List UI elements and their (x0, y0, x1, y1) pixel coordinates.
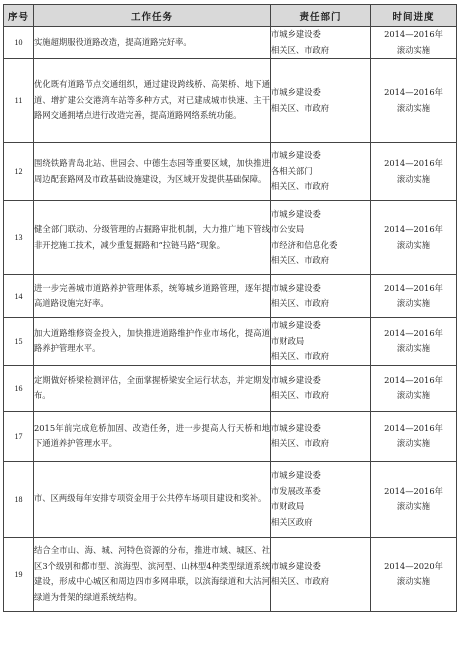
task-text: 市、区两级每年安排专项资金用于公共停车场项目建设和奖补。 (34, 461, 271, 537)
table-row (4, 537, 457, 611)
time-schedule (371, 537, 457, 611)
table-row (4, 318, 457, 366)
department-line: 市城乡建设委 (271, 320, 321, 330)
department-line: 市城乡建设委 (271, 282, 321, 293)
row-number: 13 (4, 201, 34, 275)
row-number: 11 (4, 59, 34, 143)
time-schedule (371, 27, 457, 59)
schedule-line: 2014—2016年 (384, 282, 443, 293)
department-line: 相关区、市政府 (271, 102, 330, 113)
schedule-line: 滚动实施 (396, 576, 431, 586)
department-line: 市财政局 (271, 501, 305, 511)
header-time: 时间进度 (371, 5, 457, 27)
department-line: 相关区、市政府 (271, 390, 330, 400)
task-text: 健全部门联动、分级管理的占掘路审批机制，大力推广地下管线非开挖施工技术，减少重复掘路和“拉链马路”现象。 (34, 201, 271, 275)
department-line: 市经济和信息化委 (271, 239, 338, 250)
department-line: 相关区、市政府 (271, 298, 330, 308)
time-schedule (371, 318, 457, 366)
department-line: 市城乡建设委 (271, 87, 321, 97)
row-number: 12 (4, 143, 34, 201)
department-line: 市城乡建设委 (271, 150, 321, 161)
department-line: 市城乡建设委 (271, 29, 321, 39)
schedule-line: 滚动实施 (396, 343, 431, 354)
time-schedule (371, 365, 457, 411)
row-number: 18 (4, 461, 34, 537)
responsible-departments (271, 318, 371, 366)
row-number: 17 (4, 411, 34, 461)
department-line: 市财政局 (271, 335, 305, 346)
schedule-line: 滚动实施 (396, 298, 431, 308)
table-row (4, 461, 457, 537)
responsible-departments (271, 411, 371, 461)
schedule-line: 2014—2016年 (384, 327, 443, 338)
task-text: 进一步完善城市道路养护管理体系，统筹城乡道路管理，逐年提高道路设施完好率。 (34, 275, 271, 318)
schedule-line: 滚动实施 (396, 102, 431, 113)
responsible-departments (271, 537, 371, 611)
responsible-departments (271, 59, 371, 143)
row-number: 14 (4, 275, 34, 318)
task-text: 结合全市山、海、城、河特色资源的分布，推进市域、城区、社区3个级别和都市型、滨海型、滨河型、山林型4种类型绿道系统建设，形成中心城区和周边四市多网串联，以滨海绿道和大沽河绿道为骨架的绿道系统结构。 (34, 537, 271, 611)
department-line: 相关区政府 (271, 516, 313, 527)
task-text: 加大道路维修资金投入，加快推进道路维护作业市场化，提高道路养护管理水平。 (34, 318, 271, 366)
row-number: 19 (4, 537, 34, 611)
responsible-departments (271, 201, 371, 275)
task-text: 围绕铁路青岛北站、世园会、中德生态园等重要区域，加快推进周边配套路网及市政基础设施建设，为区域开发提供基础保障。 (34, 143, 271, 201)
department-line: 市城乡建设委 (271, 374, 321, 385)
department-line: 市城乡建设委 (271, 470, 321, 480)
header-row (4, 5, 457, 27)
header-num: 序号 (4, 5, 34, 27)
responsible-departments (271, 461, 371, 537)
schedule-line: 2014—2016年 (384, 158, 443, 168)
table-row (4, 59, 457, 143)
department-line: 相关区、市政府 (271, 44, 330, 55)
department-line: 市公安局 (271, 224, 305, 234)
schedule-line: 滚动实施 (396, 173, 431, 184)
task-text: 实施超期服役道路改造，提高道路完好率。 (34, 27, 271, 59)
row-number: 15 (4, 318, 34, 366)
table-row (4, 201, 457, 275)
schedule-line: 滚动实施 (396, 239, 431, 250)
department-line: 相关区、市政府 (271, 255, 330, 265)
time-schedule (371, 461, 457, 537)
responsible-departments (271, 143, 371, 201)
responsible-departments (271, 275, 371, 318)
responsible-departments (271, 365, 371, 411)
department-line: 相关区、市政府 (271, 438, 330, 448)
table-body (4, 27, 457, 612)
time-schedule (371, 59, 457, 143)
time-schedule (371, 411, 457, 461)
department-line: 市城乡建设委 (271, 422, 321, 433)
schedule-line: 2014—2016年 (384, 87, 443, 97)
time-schedule (371, 143, 457, 201)
task-text: 定期做好桥梁检测评估，全面掌握桥梁安全运行状态，并定期发布。 (34, 365, 271, 411)
header-task: 工作任务 (34, 5, 271, 27)
responsible-departments (271, 27, 371, 59)
table-row (4, 275, 457, 318)
schedule-line: 滚动实施 (396, 501, 431, 511)
schedule-line: 滚动实施 (396, 390, 431, 400)
department-line: 相关区、市政府 (271, 351, 330, 361)
schedule-line: 滚动实施 (396, 44, 431, 55)
table-row (4, 143, 457, 201)
department-line: 各相关部门 (271, 165, 313, 176)
row-number: 10 (4, 27, 34, 59)
time-schedule (371, 275, 457, 318)
department-line: 市城乡建设委 (271, 208, 321, 219)
department-line: 相关区、市政府 (271, 181, 330, 192)
schedule-line: 2014—2016年 (384, 374, 443, 385)
task-table (3, 4, 457, 612)
department-line: 相关区、市政府 (271, 576, 330, 586)
row-number: 16 (4, 365, 34, 411)
time-schedule (371, 201, 457, 275)
table-row (4, 27, 457, 59)
schedule-line: 2014—2020年 (384, 560, 443, 571)
table-row (4, 411, 457, 461)
department-line: 市城乡建设委 (271, 560, 321, 571)
table-row (4, 365, 457, 411)
schedule-line: 2014—2016年 (384, 485, 443, 496)
task-text: 优化既有道路节点交通组织，通过建设跨线桥、高架桥、地下通道、增扩建公交港湾车站等多种方式，对已建成城市快速、主干路网交通拥堵点进行改造完善，提高道路网络系统功能。 (34, 59, 271, 143)
schedule-line: 2014—2016年 (384, 422, 443, 433)
schedule-line: 2014—2016年 (384, 29, 443, 39)
header-dept: 责任部门 (271, 5, 371, 27)
task-text: 2015年前完成危桥加固、改造任务，进一步提高人行天桥和地下通道养护管理水平。 (34, 411, 271, 461)
department-line: 市发展改革委 (271, 485, 321, 496)
schedule-line: 滚动实施 (396, 438, 431, 448)
schedule-line: 2014—2016年 (384, 224, 443, 234)
